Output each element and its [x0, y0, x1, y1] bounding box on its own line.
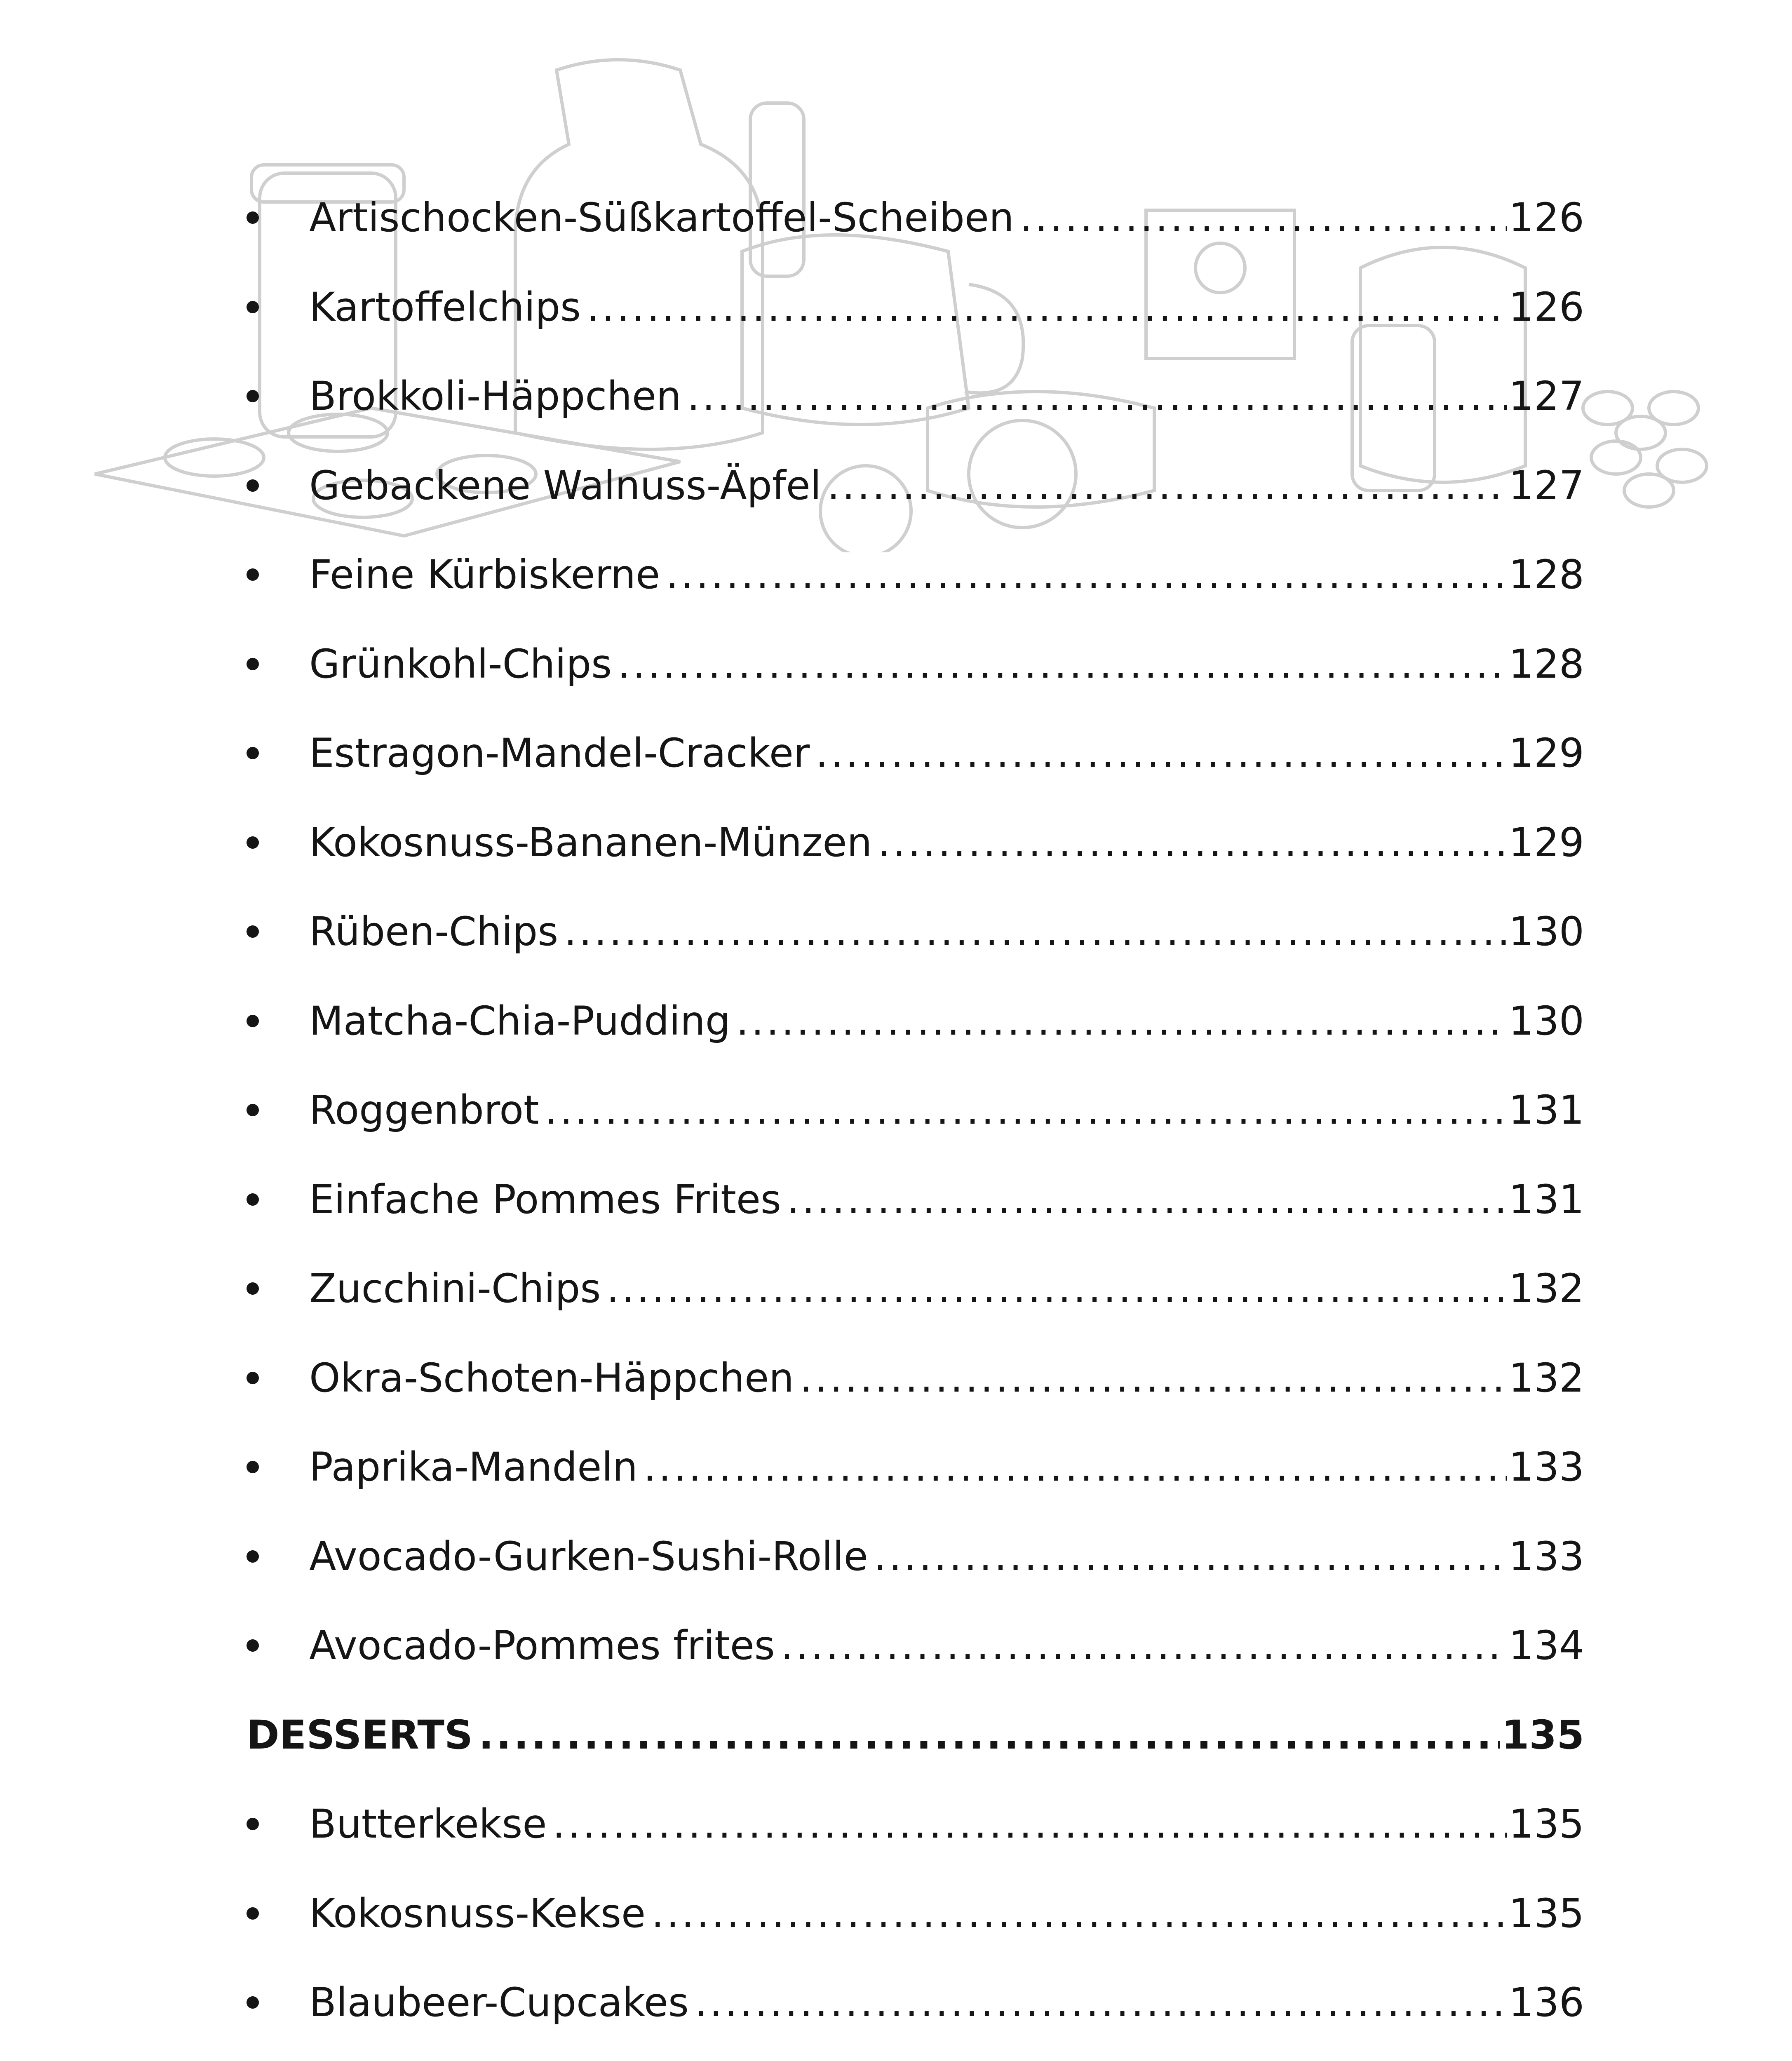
dot-leader: [545, 1090, 1507, 1130]
bullet-icon: [247, 658, 259, 670]
toc-entry-title: Estragon-Mandel-Cracker: [309, 730, 810, 777]
toc-page-number: 136: [1508, 1979, 1584, 2026]
toc-entry-line: [309, 1155, 1584, 1244]
toc-entry-title: Paprika-Mandeln: [309, 1444, 638, 1491]
dot-leader: [606, 1269, 1507, 1308]
toc-entry-line: [309, 1779, 1584, 1869]
toc-entry[interactable]: [247, 1155, 1584, 1244]
toc-page-number: 129: [1508, 819, 1584, 866]
toc-page-number: 131: [1508, 1176, 1584, 1223]
toc-page-number: 133: [1508, 1533, 1584, 1580]
toc-entry-title: Matcha-Chia-Pudding: [309, 998, 730, 1044]
toc-entry[interactable]: [247, 1333, 1584, 1423]
toc-entry-title: Zucchini-Chips: [309, 1265, 601, 1312]
toc-entry-line: [309, 620, 1584, 709]
dot-leader: [695, 1983, 1507, 2022]
toc-entry[interactable]: [247, 620, 1584, 709]
toc-page-number: 135: [1508, 1890, 1584, 1937]
dot-leader: [587, 287, 1507, 327]
toc-entry-title: Avocado-Gurken-Sushi-Rolle: [309, 1533, 868, 1580]
bullet-icon: [247, 1996, 259, 2009]
toc-entry[interactable]: [247, 1869, 1584, 1958]
dot-leader: [552, 1804, 1507, 1844]
dot-leader: [564, 912, 1507, 951]
toc-entry-title: Grünkohl-Chips: [309, 641, 612, 687]
toc-page-number: 133: [1508, 1444, 1584, 1491]
toc-page-number: 134: [1508, 1622, 1584, 1669]
dot-leader: [781, 1626, 1507, 1665]
toc-entry-line: [309, 1423, 1584, 1512]
bullet-icon: [247, 1193, 259, 1206]
bullet-icon: [247, 1104, 259, 1116]
bullet-icon: [247, 1282, 259, 1295]
bullet-icon: [247, 836, 259, 849]
toc-entry-line: [309, 2047, 1584, 2061]
dot-leader: [815, 733, 1507, 773]
toc-entry-line: [309, 887, 1584, 977]
toc-entry-title: Kartoffelchips: [309, 284, 581, 330]
toc-page-number: 127: [1508, 462, 1584, 509]
toc-entry[interactable]: [247, 530, 1584, 620]
toc-entry[interactable]: [247, 1958, 1584, 2047]
toc-entry-line: [309, 977, 1584, 1066]
toc-entry-line: [309, 1512, 1584, 1601]
toc-entry-title: Feine Kürbiskerne: [309, 552, 660, 598]
toc-entry-title: Einfache Pommes Frites: [309, 1176, 781, 1223]
toc-entry-title: Kokosnuss-Bananen-Münzen: [309, 819, 872, 866]
toc-page-number: 132: [1508, 1265, 1584, 1312]
toc-entry-line: [309, 1333, 1584, 1423]
dot-leader: [644, 1447, 1507, 1487]
dot-leader: [827, 466, 1507, 505]
dot-leader: [666, 555, 1507, 594]
toc-section-heading[interactable]: [247, 1690, 1584, 1780]
toc-entry[interactable]: [247, 2047, 1584, 2061]
toc-page-number: 132: [1508, 1354, 1584, 1401]
bullet-icon: [247, 1372, 259, 1384]
bullet-icon: [247, 479, 259, 492]
toc-entry[interactable]: [247, 798, 1584, 887]
dot-leader: [687, 376, 1507, 416]
toc-entry-title: Kokosnuss-Kekse: [309, 1890, 646, 1937]
toc-entry[interactable]: [247, 709, 1584, 798]
toc-entry-line: [309, 441, 1584, 531]
toc-entry-line: [309, 1958, 1584, 2047]
toc-entry-line: [309, 1244, 1584, 1333]
toc-entry-title: Rüben-Chips: [309, 908, 559, 955]
table-of-contents: [247, 173, 1584, 2061]
toc-entry-line: [309, 263, 1584, 352]
toc-page-number: 130: [1508, 908, 1584, 955]
toc-entry-line: [309, 530, 1584, 620]
toc-entry-title: Okra-Schoten-Häppchen: [309, 1354, 794, 1401]
dot-leader: [736, 1001, 1507, 1041]
toc-entry-line: [309, 1601, 1584, 1690]
toc-entry-line: [309, 798, 1584, 887]
bullet-icon: [247, 925, 259, 938]
toc-page-number: 126: [1508, 284, 1584, 330]
toc-entry-title: Butterkekse: [309, 1801, 547, 1847]
dot-leader: [479, 1715, 1500, 1755]
toc-page-number: 135: [1501, 1711, 1584, 1758]
toc-page-number: 130: [1508, 998, 1584, 1044]
toc-entry-title: Artischocken-Süßkartoffel-Scheiben: [309, 195, 1014, 241]
toc-entry-line: [309, 1066, 1584, 1155]
toc-entry-line: [309, 173, 1584, 263]
bullet-icon: [247, 1907, 259, 1920]
toc-entry-line: [247, 1690, 1584, 1780]
dot-leader: [800, 1358, 1507, 1398]
toc-page-number: 126: [1508, 195, 1584, 241]
dot-leader: [787, 1180, 1507, 1219]
toc-entry[interactable]: [247, 1779, 1584, 1869]
toc-entry-title: Blaubeer-Cupcakes: [309, 1979, 689, 2026]
toc-entry-title: Avocado-Pommes frites: [309, 1622, 775, 1669]
toc-page-number: 127: [1508, 373, 1584, 420]
toc-entry-title: Gebackene Walnuss-Äpfel: [309, 462, 822, 509]
toc-entry[interactable]: [247, 887, 1584, 977]
toc-entry-title: Roggenbrot: [309, 1087, 539, 1134]
toc-entry[interactable]: [247, 977, 1584, 1066]
bullet-icon: [247, 301, 259, 313]
toc-entry[interactable]: [247, 441, 1584, 531]
toc-page-number: 131: [1508, 1087, 1584, 1134]
toc-entry[interactable]: [247, 173, 1584, 263]
toc-entry-title: Brokkoli-Häppchen: [309, 373, 681, 420]
bullet-icon: [247, 390, 259, 402]
toc-entry[interactable]: [247, 1244, 1584, 1333]
bullet-icon: [247, 568, 259, 581]
toc-entry-line: [309, 352, 1584, 441]
toc-entry[interactable]: [247, 1423, 1584, 1512]
toc-entry[interactable]: [247, 1512, 1584, 1601]
toc-entry-line: [309, 709, 1584, 798]
dot-leader: [878, 823, 1507, 862]
bullet-icon: [247, 211, 259, 224]
toc-page-number: 129: [1508, 730, 1584, 777]
bullet-icon: [247, 747, 259, 759]
toc-entry[interactable]: [247, 1601, 1584, 1690]
toc-entry-title: DESSERTS: [247, 1711, 473, 1758]
toc-entry[interactable]: [247, 263, 1584, 352]
toc-page-number: 128: [1508, 552, 1584, 598]
toc-entry[interactable]: [247, 1066, 1584, 1155]
bullet-icon: [247, 1461, 259, 1473]
dot-leader: [874, 1537, 1507, 1576]
bullet-icon: [247, 1639, 259, 1652]
toc-page-number: 135: [1508, 1801, 1584, 1847]
toc-entry[interactable]: [247, 352, 1584, 441]
dot-leader: [651, 1894, 1507, 1933]
toc-page-number: 128: [1508, 641, 1584, 687]
dot-leader: [1020, 198, 1507, 237]
bullet-icon: [247, 1550, 259, 1563]
dot-leader: [618, 644, 1507, 684]
toc-entry-line: [309, 1869, 1584, 1958]
bullet-icon: [247, 1818, 259, 1830]
bullet-icon: [247, 1015, 259, 1027]
